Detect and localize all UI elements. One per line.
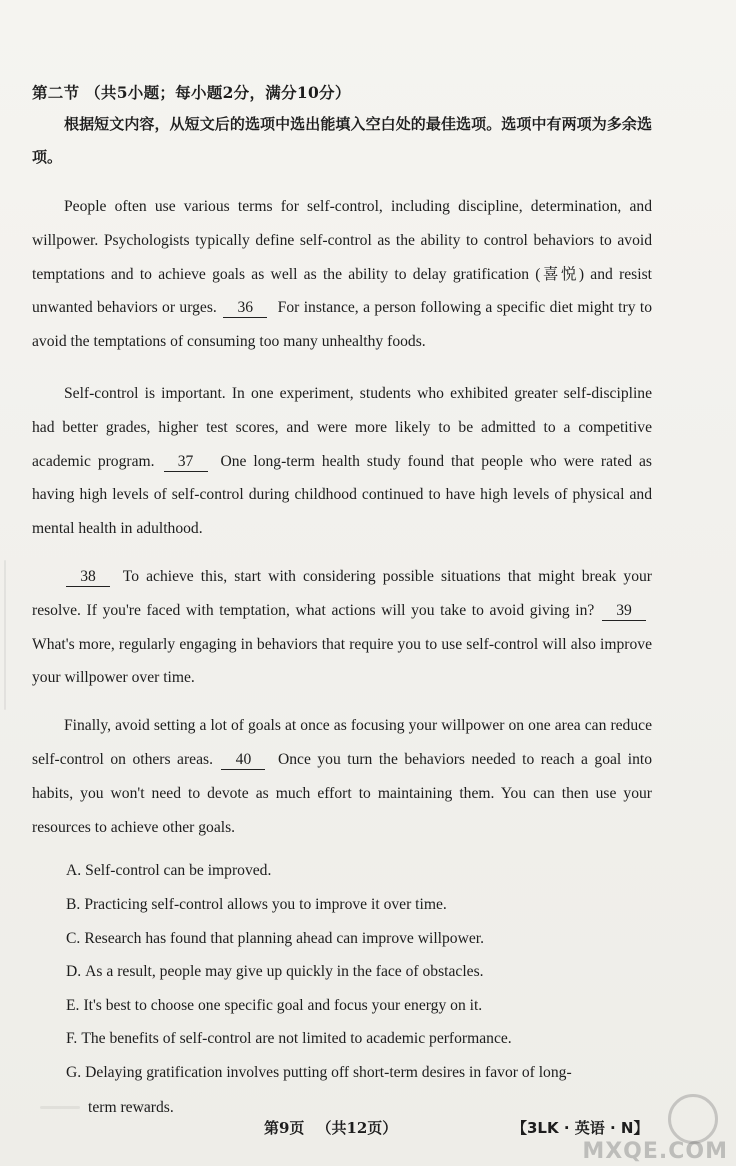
option-text: It's best to choose one specific goal and focus your energy on it.	[83, 996, 483, 1014]
answer-options	[32, 854, 652, 1125]
option-c[interactable]	[32, 922, 652, 956]
passage-paragraph-4	[32, 709, 652, 844]
paragraph-text: One long-term health study found that people who were rated as having high levels of self-control during childhood continued to have high levels of physical and mental health in adulthood.	[32, 452, 652, 538]
paragraph-text: What's more, regularly engaging in behaviors that require you to use self-control will also improve your willpower over time.	[32, 635, 652, 687]
exam-code: 【3LK · 英语 · N】	[512, 1119, 649, 1137]
current-page: 第9页	[264, 1119, 305, 1137]
blank-39[interactable]: 39	[602, 602, 646, 621]
page-content	[32, 78, 652, 1126]
section-title: 第二节 （共5小题；每小题2分，满分10分）	[32, 83, 351, 102]
total-pages: （共12页）	[316, 1119, 398, 1137]
passage-paragraph-1	[32, 190, 652, 359]
option-g[interactable]	[32, 1056, 652, 1126]
paragraph-text: Finally, avoid setting a lot of goals at once as focusing your willpower on one area can reduce self-control on others areas.	[32, 717, 652, 768]
option-letter: D.	[66, 963, 82, 981]
page-number	[264, 1117, 409, 1138]
option-text: Self-control can be improved.	[85, 862, 272, 880]
option-letter: G.	[66, 1063, 82, 1081]
option-text: Practicing self-control allows you to improve it over time.	[84, 895, 447, 913]
option-text: The benefits of self-control are not limited to academic performance.	[81, 1030, 512, 1048]
watermark-circle-icon	[668, 1094, 718, 1144]
paragraph-text: Self-control is important. In one experiment, students who exhibited greater self-discipline had better grades, higher test scores, and were more likely to be admitted to a competitive academic program.	[32, 384, 652, 470]
option-text: Research has found that planning ahead can improve willpower.	[84, 929, 484, 947]
blank-40[interactable]: 40	[221, 751, 265, 770]
section-instruction: 根据短文内容，从短文后的选项中选出能填入空白处的最佳选项。选项中有两项为多余选项。	[32, 115, 652, 166]
option-f[interactable]	[32, 1022, 652, 1056]
option-text: Delaying gratification involves putting off short-term desires in favor of long-	[85, 1063, 572, 1081]
watermark-text: MXQE.COM	[582, 1139, 728, 1164]
option-letter: A.	[66, 862, 82, 880]
watermark-logo	[560, 1090, 736, 1166]
option-d[interactable]	[32, 955, 652, 989]
option-letter: C.	[66, 929, 81, 947]
paragraph-text: To achieve this, start with considering possible situations that might break your resolve. If you're faced with temptation, what actions will you take to avoid giving in?	[32, 567, 652, 619]
option-letter: E.	[66, 996, 80, 1014]
option-b[interactable]	[32, 888, 652, 922]
option-letter: F.	[66, 1030, 78, 1048]
blank-36[interactable]: 36	[223, 299, 267, 318]
option-letter: B.	[66, 895, 81, 913]
option-text: As a result, people may give up quickly in the face of obstacles.	[85, 963, 484, 981]
option-e[interactable]	[32, 989, 652, 1023]
blank-38[interactable]: 38	[66, 568, 110, 587]
option-a[interactable]	[32, 854, 652, 888]
paragraph-text: For instance, a person following a specific diet might try to avoid the temptations of consuming too many unhealthy foods.	[32, 299, 653, 351]
scan-smudge	[4, 560, 6, 710]
blank-37[interactable]: 37	[164, 453, 208, 472]
passage-paragraph-2	[32, 377, 652, 546]
option-text-continued: term rewards.	[88, 1098, 174, 1116]
passage-paragraph-3	[32, 560, 652, 695]
paragraph-text: People often use various terms for self-control, including discipline, determination, and willpower. Psychologists typically define self-control as the ability to control behaviors to avoid temptations and to achieve goals as well as the ability to delay gratification (喜悦) and resist unwanted behaviors or urges.	[32, 198, 652, 317]
paragraph-text: Once you turn the behaviors needed to reach a goal into habits, you won't need to devote as much effort to maintaining them. You can then use your resources to achieve other goals.	[32, 750, 652, 836]
